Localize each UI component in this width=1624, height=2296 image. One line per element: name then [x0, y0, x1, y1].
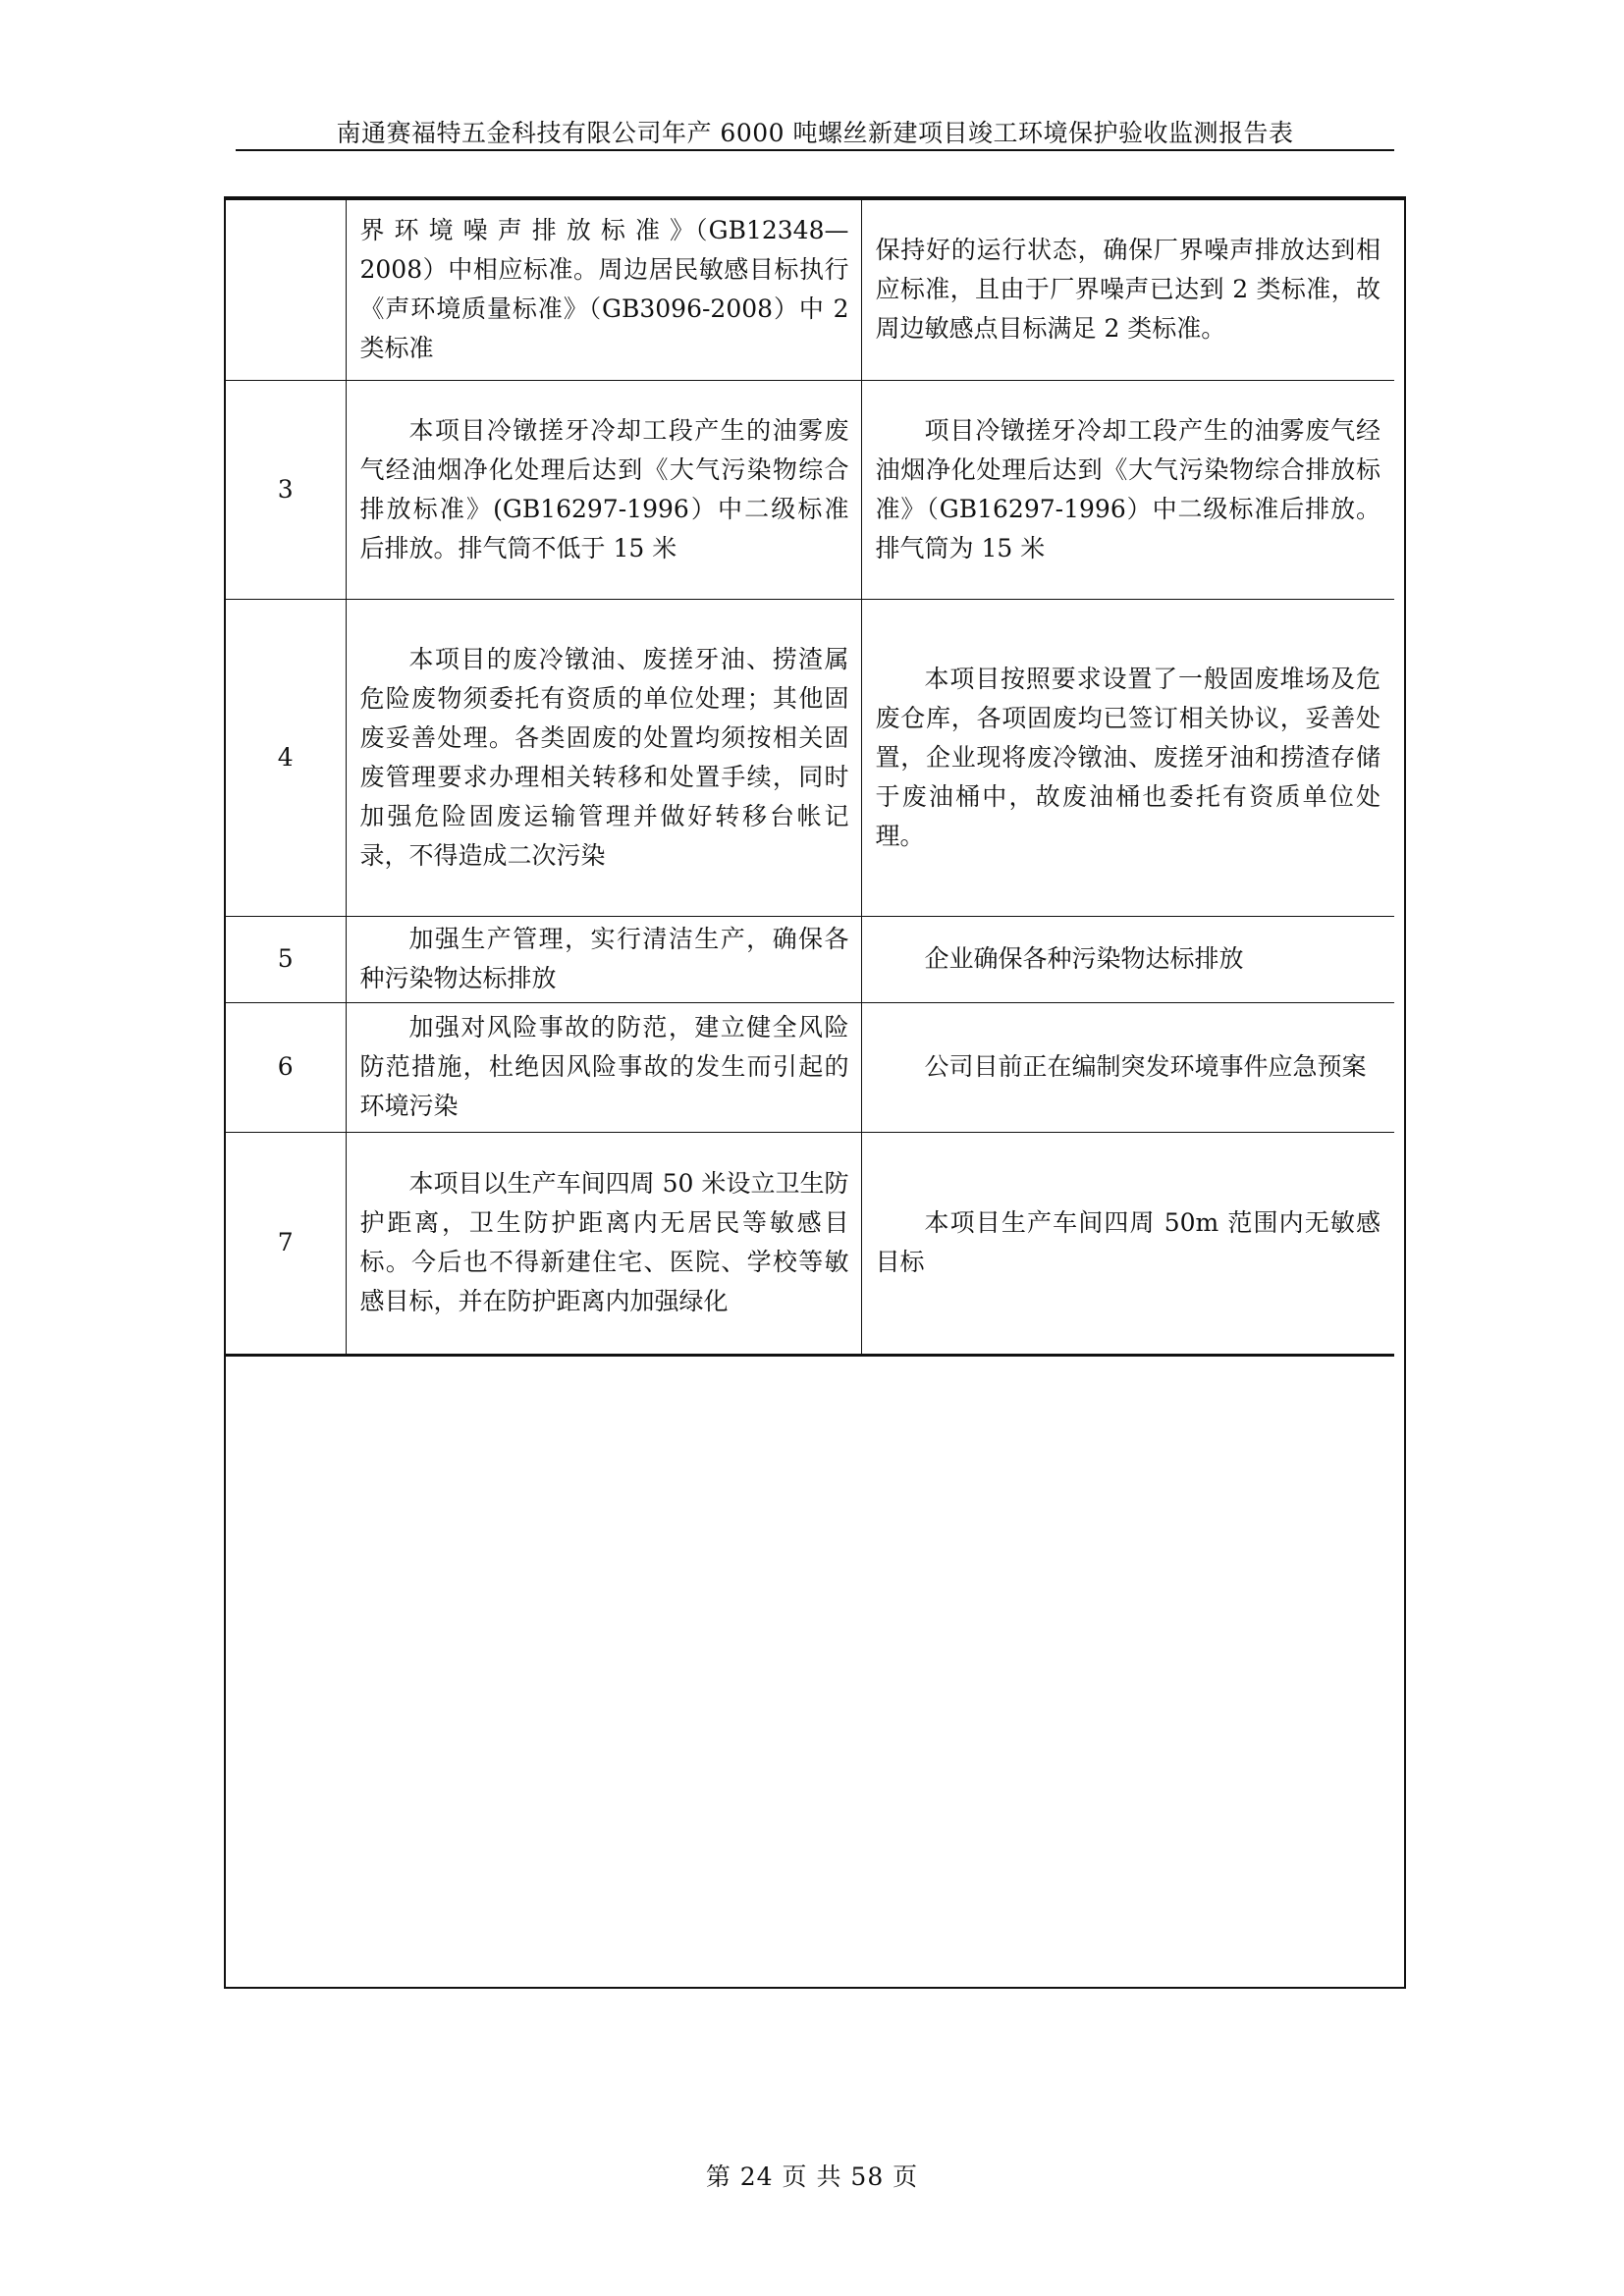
implementation-text: 公司目前正在编制突发环境事件应急预案 [924, 1052, 1367, 1081]
requirement-text: 加强对风险事故的防范，建立健全风险防范措施，杜绝因风险事故的发生而引起的环境污染 [359, 1013, 849, 1120]
table-row [226, 599, 1394, 916]
implementation-text: 本项目按照要求设置了一般固废堆场及危废仓库，各项固废均已签订相关协议，妥善处置，企业现将废冷镦油、废搓牙油和捞渣存储于废油桶中，故废油桶也委托有资质单位处理。 [875, 664, 1380, 850]
implementation-cell [861, 916, 1394, 1002]
requirement-cell [346, 380, 861, 599]
table-row [226, 380, 1394, 599]
row-number [226, 200, 346, 380]
requirements-table [226, 200, 1394, 1357]
implementation-cell [861, 1132, 1394, 1355]
implementation-cell [861, 1002, 1394, 1132]
requirement-cell [346, 599, 861, 916]
requirement-text: 加强生产管理，实行清洁生产，确保各种污染物达标排放 [359, 925, 849, 992]
header-divider [236, 149, 1394, 151]
requirement-text: 本项目冷镦搓牙冷却工段产生的油雾废气经油烟净化处理后达到《大气污染物综合排放标准》(GB16297-1996）中二级标准后排放。排气筒不低于 15 米 [359, 415, 849, 562]
row-number: 6 [226, 1002, 346, 1132]
implementation-text: 项目冷镦搓牙冷却工段产生的油雾废气经油烟净化处理后达到《大气污染物综合排放标准》（GB16297-1996）中二级标准后排放。排气筒为 15 米 [875, 415, 1380, 562]
implementation-text: 本项目生产车间四周 50m 范围内无敏感目标 [875, 1208, 1380, 1276]
requirement-cell [346, 1002, 861, 1132]
page-number-footer: 第 24 页 共 58 页 [705, 2163, 919, 2191]
implementation-cell [861, 599, 1394, 916]
table-row [226, 1132, 1394, 1355]
table-row [226, 200, 1394, 380]
implementation-text: 企业确保各种污染物达标排放 [924, 944, 1244, 973]
requirement-text: 界 环 境 噪 声 排 放 标 准 》（GB12348—2008）中相应标准。周边居民敏感目标执行《声环境质量标准》（GB3096-2008）中 2 类标准 [359, 216, 849, 363]
row-number: 5 [226, 916, 346, 1002]
implementation-cell [861, 200, 1394, 380]
row-number: 3 [226, 380, 346, 599]
table-row [226, 1002, 1394, 1132]
page-header-title: 南通赛福特五金科技有限公司年产 6000 吨螺丝新建项目竣工环境保护验收监测报告表 [336, 119, 1294, 147]
requirement-cell [346, 916, 861, 1002]
implementation-cell [861, 380, 1394, 599]
implementation-text: 保持好的运行状态，确保厂界噪声排放达到相应标准，且由于厂界噪声已达到 2 类标准，故周边敏感点目标满足 2 类标准。 [875, 236, 1380, 344]
requirement-text: 本项目的废冷镦油、废搓牙油、捞渣属危险废物须委托有资质的单位处理；其他固废妥善处理。各类固废的处置均须按相关固废管理要求办理相关转移和处置手续，同时加强危险固废运输管理并做好转移台帐记录，不得造成二次污染 [359, 644, 849, 870]
requirement-text: 本项目以生产车间四周 50 米设立卫生防护距离，卫生防护距离内无居民等敏感目标。今后也不得新建住宅、医院、学校等敏感目标，并在防护距离内加强绿化 [359, 1169, 849, 1315]
row-number: 4 [226, 599, 346, 916]
requirement-cell [346, 1132, 861, 1355]
row-number: 7 [226, 1132, 346, 1355]
requirement-cell [346, 200, 861, 380]
table-row [226, 916, 1394, 1002]
